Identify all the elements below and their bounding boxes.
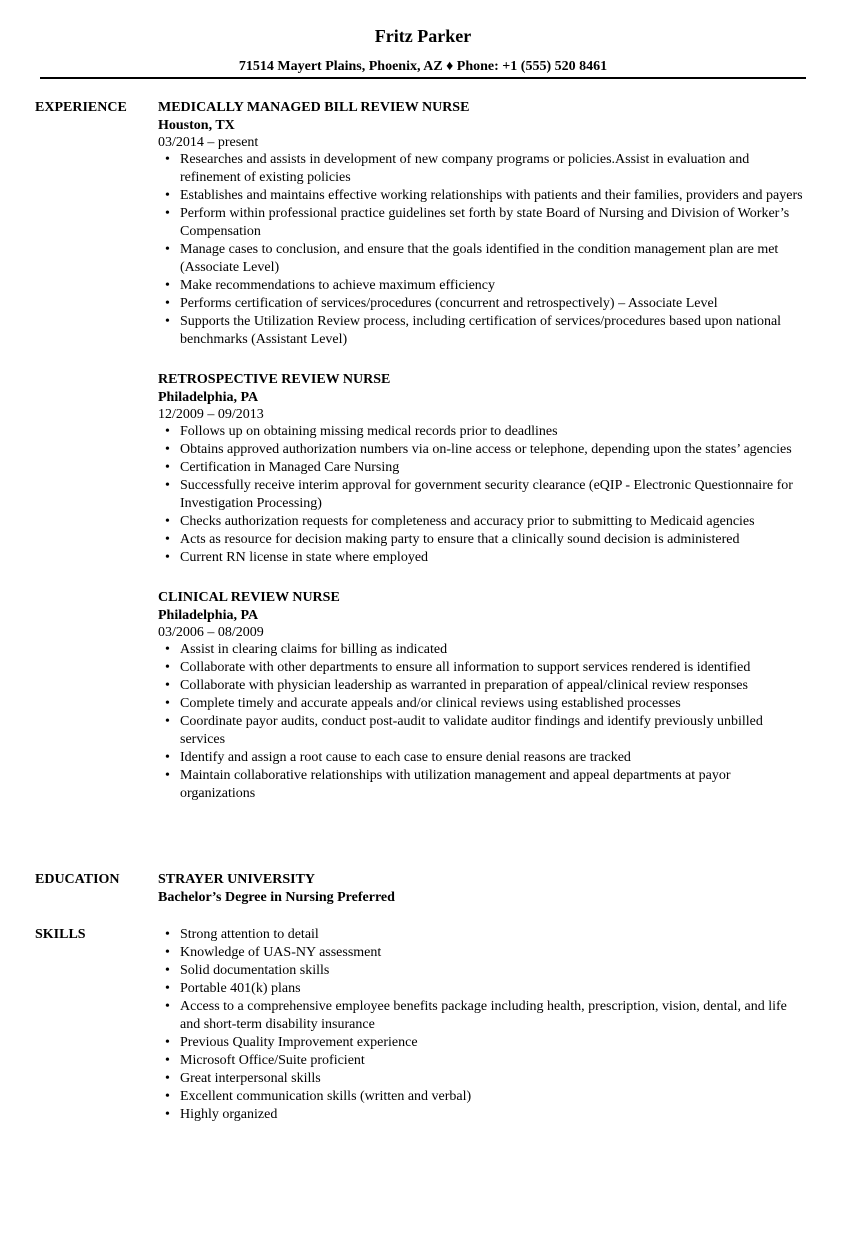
job-location: Philadelphia, PA bbox=[158, 390, 259, 405]
school-name: STRAYER UNIVERSITY bbox=[158, 872, 316, 887]
experience-heading: EXPERIENCE bbox=[35, 100, 127, 115]
job-dates: 12/2009 – 09/2013 bbox=[158, 407, 264, 422]
job-duty: • Collaborate with other departments to ensure all information to support services rendered is identified bbox=[180, 659, 808, 677]
job-title: RETROSPECTIVE REVIEW NURSE bbox=[158, 372, 391, 387]
skill-item: • Knowledge of UAS-NY assessment bbox=[180, 944, 808, 962]
education-heading: EDUCATION bbox=[35, 872, 120, 887]
job-entry bbox=[158, 371, 808, 567]
job-duty: • Certification in Managed Care Nursing bbox=[180, 459, 808, 477]
job-duty: • Make recommendations to achieve maximum efficiency bbox=[180, 277, 808, 295]
skill-item: • Excellent communication skills (written and verbal) bbox=[180, 1088, 808, 1106]
job-duty: • Performs certification of services/procedures (concurrent and retrospectively) – Associate Level bbox=[180, 295, 808, 313]
job-location: Philadelphia, PA bbox=[158, 608, 259, 623]
contact-line: 71514 Mayert Plains, Phoenix, AZ ♦ Phone: +1 (555) 520 8461 bbox=[238, 59, 608, 74]
job-duty: • Identify and assign a root cause to each case to ensure denial reasons are tracked bbox=[180, 749, 808, 767]
candidate-name: Fritz Parker bbox=[374, 26, 472, 46]
job-title: CLINICAL REVIEW NURSE bbox=[158, 590, 340, 605]
job-duty: • Manage cases to conclusion, and ensure that the goals identified in the condition management plan are met (Associate Level) bbox=[180, 241, 808, 277]
job-duty: • Researches and assists in development of new company programs or policies.Assist in evaluation and refinement of existing policies bbox=[180, 151, 808, 187]
job-duty: • Establishes and maintains effective working relationships with patients and their families, providers and payers bbox=[180, 187, 808, 205]
skills-list bbox=[158, 926, 808, 1124]
job-duty: • Collaborate with physician leadership as warranted in preparation of appeal/clinical review responses bbox=[180, 677, 808, 695]
job-duty: • Acts as resource for decision making party to ensure that a clinically sound decision is administered bbox=[180, 531, 808, 549]
skill-item: • Highly organized bbox=[180, 1106, 808, 1124]
skill-item: • Great interpersonal skills bbox=[180, 1070, 808, 1088]
skills-heading: SKILLS bbox=[35, 927, 86, 942]
job-duty: • Obtains approved authorization numbers via on-line access or telephone, depending upon the states’ agencies bbox=[180, 441, 808, 459]
skill-item: • Previous Quality Improvement experience bbox=[180, 1034, 808, 1052]
skill-item: • Portable 401(k) plans bbox=[180, 980, 808, 998]
skills-body bbox=[158, 926, 808, 1124]
job-dates: 03/2014 – present bbox=[158, 135, 259, 150]
job-title: MEDICALLY MANAGED BILL REVIEW NURSE bbox=[158, 100, 470, 115]
skill-item: • Solid documentation skills bbox=[180, 962, 808, 980]
experience-body bbox=[158, 99, 808, 825]
job-entry bbox=[158, 99, 808, 349]
job-duty: • Follows up on obtaining missing medical records prior to deadlines bbox=[180, 423, 808, 441]
header-divider bbox=[40, 77, 806, 79]
job-location: Houston, TX bbox=[158, 118, 235, 133]
job-duty: • Successfully receive interim approval for government security clearance (eQIP - Electronic Questionnaire for Investigation Processing) bbox=[180, 477, 808, 513]
skill-item: • Microsoft Office/Suite proficient bbox=[180, 1052, 808, 1070]
job-duty: • Coordinate payor audits, conduct post-audit to validate auditor findings and identify previously unbilled services bbox=[180, 713, 808, 749]
job-duty: • Current RN license in state where employed bbox=[180, 549, 808, 567]
job-duty: • Assist in clearing claims for billing as indicated bbox=[180, 641, 808, 659]
job-duty: • Complete timely and accurate appeals and/or clinical reviews using established processes bbox=[180, 695, 808, 713]
skill-item: • Strong attention to detail bbox=[180, 926, 808, 944]
job-entry bbox=[158, 589, 808, 803]
degree-name: Bachelor’s Degree in Nursing Preferred bbox=[158, 890, 395, 905]
job-duties-list bbox=[158, 423, 808, 567]
job-duties-list bbox=[158, 641, 808, 803]
job-duty: • Perform within professional practice guidelines set forth by state Board of Nursing and Division of Worker’s Compensation bbox=[180, 205, 808, 241]
job-duty: • Supports the Utilization Review process, including certification of services/procedures based upon national benchmarks (Assistant Level) bbox=[180, 313, 808, 349]
education-body bbox=[158, 871, 808, 907]
job-duty: • Maintain collaborative relationships with utilization management and appeal departments at payor organizations bbox=[180, 767, 808, 803]
job-duties-list bbox=[158, 151, 808, 349]
skill-item: • Access to a comprehensive employee benefits package including health, prescription, vision, dental, and life and short-term disability insurance bbox=[180, 998, 808, 1034]
job-dates: 03/2006 – 08/2009 bbox=[158, 625, 264, 640]
job-duty: • Checks authorization requests for completeness and accuracy prior to submitting to Medicaid agencies bbox=[180, 513, 808, 531]
